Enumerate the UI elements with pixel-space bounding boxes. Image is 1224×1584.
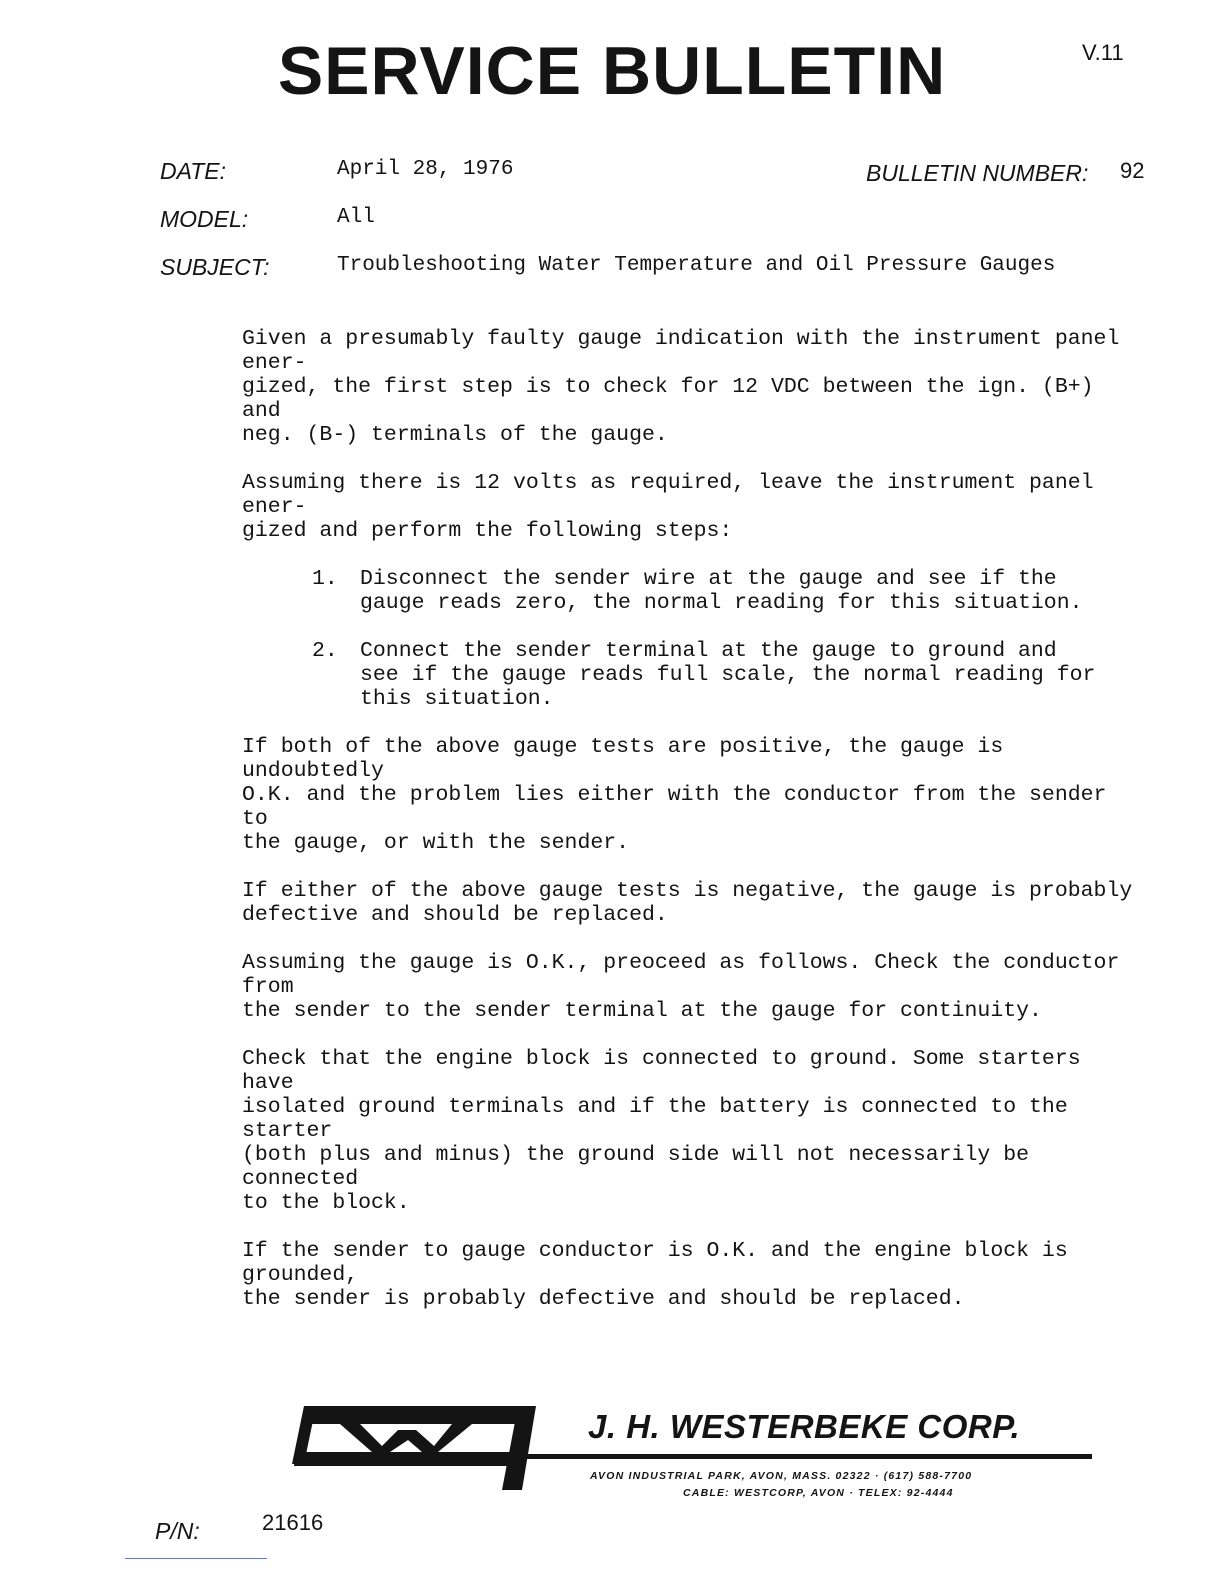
conclusion-paragraph: If the sender to gauge conductor is O.K. and the engine block is grounded, the sender is probably defective and should be replaced. [242, 1239, 1068, 1311]
step-number: 1. [312, 567, 338, 591]
model-value: All [337, 206, 375, 229]
bulletin-number-value: 92 [1120, 158, 1145, 183]
part-number-value: 21616 [262, 1510, 324, 1535]
step-item [312, 639, 1142, 711]
address-line-1: AVON INDUSTRIAL PARK, AVON, MASS. 02322 · (617) 588-7700 [590, 1470, 973, 1482]
footer-divider [125, 1558, 267, 1559]
step-item [312, 567, 1142, 615]
date-value: April 28, 1976 [337, 158, 514, 181]
subject-label: SUBJECT: [160, 254, 270, 280]
step-text: Connect the sender terminal at the gauge to ground and see if the gauge reads full scale, the normal reading for this situation. [360, 639, 1096, 711]
company-name: J. H. WESTERBEKE CORP. [588, 1408, 1021, 1445]
ground-check-paragraph: Check that the engine block is connected to ground. Some starters have isolated ground terminals and if the battery is connected to the starter (both plus and minus) the ground side will not necessarily be connected to the block. [242, 1047, 1081, 1215]
date-label: DATE: [160, 158, 227, 184]
version-label: V.11 [1082, 40, 1124, 65]
assumption-paragraph: Assuming there is 12 volts as required, leave the instrument panel ener- gized and perform the following steps: [242, 471, 1094, 543]
address-line-2: CABLE: WESTCORP, AVON · TELEX: 92-4444 [683, 1487, 954, 1499]
intro-paragraph: Given a presumably faulty gauge indication with the instrument panel ener- gized, the first step is to check for 12 VDC between the ign. (B+) and neg. (B-) terminals of the gauge. [242, 327, 1120, 447]
westerbeke-logo-icon [290, 1400, 540, 1505]
positive-result-paragraph: If both of the above gauge tests are positive, the gauge is undoubtedly O.K. and the problem lies either with the conductor from the sender to the gauge, or with the sender. [242, 735, 1107, 855]
bulletin-number-label: BULLETIN NUMBER: [866, 160, 1089, 186]
footer-rule [520, 1454, 1092, 1459]
proceed-paragraph: Assuming the gauge is O.K., preoceed as follows. Check the conductor from the sender to the sender terminal at the gauge for continuity. [242, 951, 1120, 1023]
step-text: Disconnect the sender wire at the gauge and see if the gauge reads zero, the normal reading for this situation. [360, 567, 1083, 615]
part-number-label: P/N: [155, 1518, 200, 1544]
subject-value: Troubleshooting Water Temperature and Oil Pressure Gauges [337, 254, 1056, 277]
bulletin-title: SERVICE BULLETIN [277, 33, 947, 109]
bulletin-body [242, 327, 1142, 1335]
step-number: 2. [312, 639, 338, 663]
model-label: MODEL: [160, 206, 249, 232]
negative-result-paragraph: If either of the above gauge tests is negative, the gauge is probably defective and should be replaced. [242, 879, 1133, 927]
